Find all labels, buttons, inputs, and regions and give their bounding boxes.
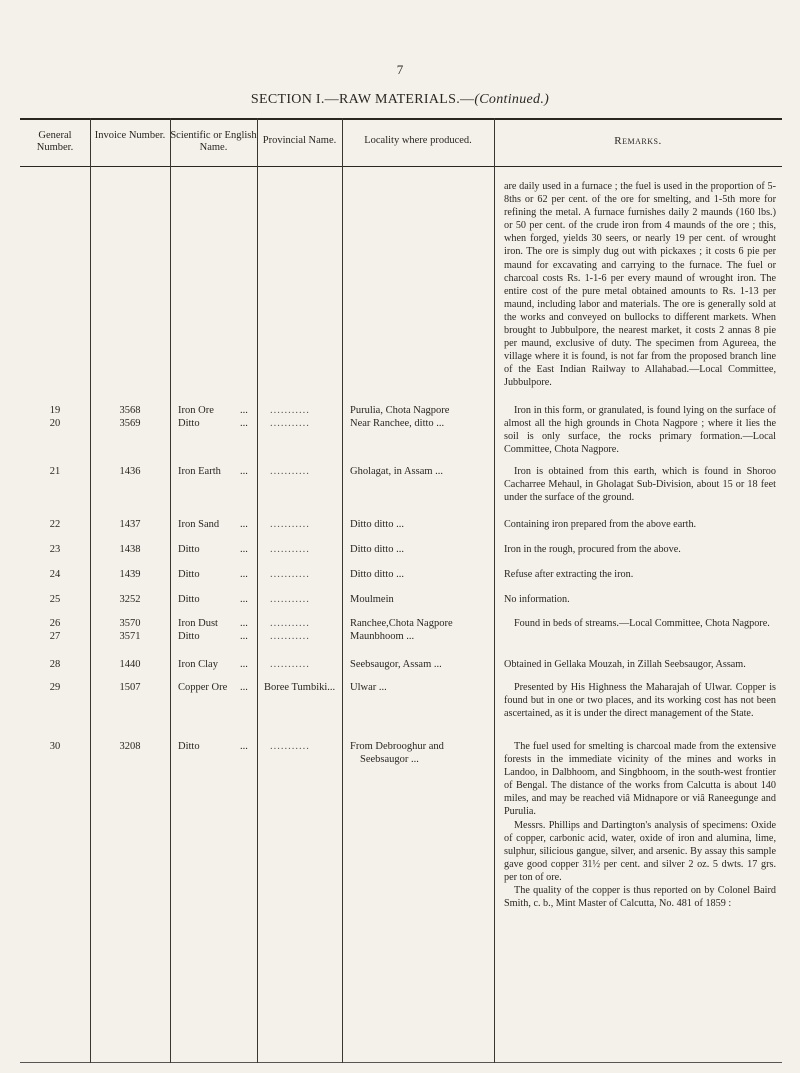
locality: Maunbhoom ... [350, 631, 415, 642]
table-top-rule [20, 118, 782, 120]
material-name: Ditto [178, 569, 200, 580]
page-number: 7 [396, 62, 404, 77]
name-ellipsis: ... [240, 544, 248, 555]
provincial-blank: ........... [270, 405, 310, 416]
column-divider [90, 118, 91, 1063]
locality: Gholagat, in Assam ... [350, 466, 444, 477]
general-number: 23 [49, 544, 61, 555]
materials-table [20, 118, 782, 1063]
name-ellipsis: ... [240, 569, 248, 580]
material-name: Iron Dust [178, 618, 218, 629]
material-name: Ditto [178, 544, 200, 555]
section-title [0, 92, 800, 108]
material-name: Iron Earth [178, 466, 221, 477]
locality: Seebsaugor, Assam ... [350, 659, 442, 670]
provincial-blank: ........... [270, 519, 310, 530]
invoice-number: 1437 [119, 519, 141, 530]
header-bottom-rule [20, 166, 782, 167]
invoice-number: 1436 [119, 466, 141, 477]
general-number: 24 [49, 569, 61, 580]
invoice-number: 3568 [119, 405, 141, 416]
locality: Moulmein [350, 594, 394, 605]
table-bottom-rule [20, 1062, 782, 1063]
material-name: Copper Ore [178, 682, 228, 693]
general-number: 26 [49, 618, 61, 629]
name-ellipsis: ... [240, 741, 248, 752]
provincial-blank: ........... [270, 569, 310, 580]
remark-21: Iron is obtained from this earth, which is found in Shoroo Cacharree Mehaul, in Gholagat Sub-Division, about 15 or 18 feet under the surface of the ground. [504, 466, 776, 504]
name-ellipsis: ... [240, 618, 248, 629]
name-ellipsis: ... [240, 594, 248, 605]
locality: Near Ranchee, ditto ... [350, 418, 445, 429]
material-name: Ditto [178, 741, 200, 752]
material-name: Iron Ore [178, 405, 214, 416]
remark-continued: are daily used in a furnace ; the fuel is used in the proportion of 5-8ths or 62 per cent. of the ore for smelting, and 1-5th more for refining the metal. A furnace furnishes daily 2 maunds (160 lbs.) or 50 per cent. of the crude iron from 4 maunds of the ore ; this, when forged, yields 30 seers, or nearly 19 per cent. of wrought iron. The ore is simply dug out with pickaxes ; it costs 6 pie per maund for excavating and carrying to the furnace. The fuel or charcoal costs Rs. 1-1-6 per every maund of wrought iron. The entire cost of the pure metal obtained amounts to Rs. 1-13 per maund, including labor and materials. The ore is generally sold at the works and conveyed on bullocks to different markets. When brought to Jubbulpore, the nearest market, it costs 2 annas 8 pie per maund, exclusive of duty. The specimen from Agureea, the village where it is found, is not far from the proposed branch line of the East Indian Railway to Allahabad.—Local Committee, Jubbulpore. [504, 181, 776, 389]
locality: Seebsaugor ... [360, 754, 419, 765]
locality: Ulwar ... [350, 682, 387, 693]
locality: Ditto ditto ... [350, 519, 404, 530]
provincial-blank: ........... [270, 631, 310, 642]
locality: Ranchee,Chota Nagpore [350, 618, 453, 629]
locality: Ditto ditto ... [350, 569, 404, 580]
header-invoice-number: Invoice Number. [94, 130, 166, 141]
name-ellipsis: ... [240, 418, 248, 429]
remark-23: Iron in the rough, procured from the above. [504, 544, 681, 555]
general-number: 27 [49, 631, 61, 642]
section-title-continued: (Continued.) [474, 92, 550, 107]
section-title-text: SECTION I.—RAW MATERIALS.— [250, 92, 475, 107]
provincial-blank: ........... [270, 741, 310, 752]
invoice-number: 3569 [119, 418, 141, 429]
column-divider [342, 118, 343, 1063]
general-number: 20 [49, 418, 61, 429]
material-name: Iron Clay [178, 659, 218, 670]
invoice-number: 3208 [119, 741, 141, 752]
general-number: 25 [49, 594, 61, 605]
header-remarks: Remarks. [614, 135, 662, 147]
name-ellipsis: ... [240, 466, 248, 477]
name-ellipsis: ... [240, 631, 248, 642]
invoice-number: 1440 [119, 659, 141, 670]
column-divider [170, 118, 171, 1063]
remark-19-20: Iron in this form, or granulated, is found lying on the surface of almost all the high grounds in Chota Nagpore ; where it lies the soil is only surface, the rocks primary formation.—Local Committee, Chota Nagpore. [504, 405, 776, 456]
remark-29: Presented by His Highness the Maharajah of Ulwar. Copper is found but in one or two places, and its working cost has not been ascertained, as it is under the direct management of the State. [504, 682, 776, 720]
header-general-number: General Number. [36, 130, 74, 153]
material-name: Iron Sand [178, 519, 220, 530]
header-locality: Locality where produced. [364, 135, 472, 146]
invoice-number: 1439 [119, 569, 141, 580]
invoice-number: 1438 [119, 544, 141, 555]
remark-28: Obtained in Gellaka Mouzah, in Zillah Seebsaugor, Assam. [504, 659, 746, 670]
provincial-name: Boree Tumbiki... [264, 682, 336, 693]
locality: Ditto ditto ... [350, 544, 404, 555]
remark-30: The fuel used for smelting is charcoal made from the extensive forests in the immediate vicinity of the mines and works in Landoo, in Dalbhoom, and Singbhoom, in the south-west frontier of Bengal. The distance of the works from Calcutta is about 140 miles, and may be reached viâ Midnapore or viâ Raneegunge and Purulia. Messrs. Phillips and Dartington's analysis of specimens: Oxide of copper, carbonic acid, water, oxide of iron and alumina, lime, sulphur, silicious gangue, silver, and arsenic. By assay this sample gave good copper 31½ per cent. and silver 2 oz. 5 dwts. 17 grs. per ton of ore. The quality of the copper is thus reported on by Colonel Baird Smith, c. b., Mint Master of Calcutta, No. 481 of 1859 : [504, 741, 776, 910]
name-ellipsis: ... [240, 682, 248, 693]
material-name: Ditto [178, 631, 200, 642]
remark-22: Containing iron prepared from the above earth. [504, 519, 697, 530]
locality: From Debrooghur and [350, 741, 444, 752]
name-ellipsis: ... [240, 519, 248, 530]
name-ellipsis: ... [240, 659, 248, 670]
general-number: 29 [49, 682, 61, 693]
locality: Purulia, Chota Nagpore [350, 405, 450, 416]
material-name: Ditto [178, 594, 200, 605]
provincial-blank: ........... [270, 544, 310, 555]
provincial-blank: ........... [270, 594, 310, 605]
provincial-blank: ........... [270, 659, 310, 670]
header-provincial-name: Provincial Name. [262, 135, 337, 146]
general-number: 22 [49, 519, 61, 530]
column-divider [257, 118, 258, 1063]
general-number: 19 [49, 405, 61, 416]
column-divider [494, 118, 495, 1063]
remark-24: Refuse after extracting the iron. [504, 569, 634, 580]
general-number: 30 [49, 741, 61, 752]
general-number: 21 [49, 466, 61, 477]
invoice-number: 3252 [119, 594, 141, 605]
material-name: Ditto [178, 418, 200, 429]
remark-25: No information. [504, 594, 570, 605]
remark-26-27: Found in beds of streams.—Local Committee, Chota Nagpore. [514, 618, 770, 629]
provincial-blank: ........... [270, 418, 310, 429]
header-scientific-name: Scientific or English Name. [170, 130, 257, 153]
provincial-blank: ........... [270, 618, 310, 629]
invoice-number: 1507 [119, 682, 141, 693]
general-number: 28 [49, 659, 61, 670]
invoice-number: 3570 [119, 618, 141, 629]
invoice-number: 3571 [119, 631, 141, 642]
provincial-blank: ........... [270, 466, 310, 477]
name-ellipsis: ... [240, 405, 248, 416]
